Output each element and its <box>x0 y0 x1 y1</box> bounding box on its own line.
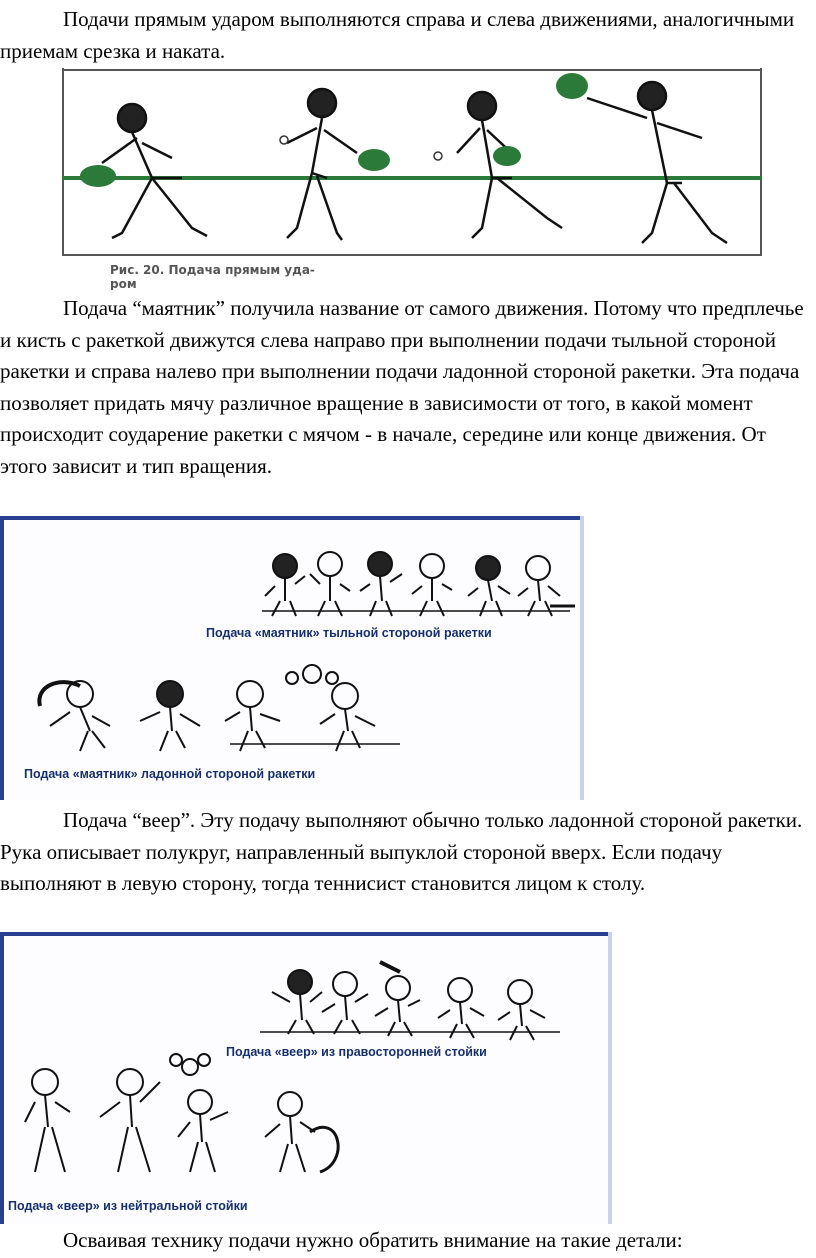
player-figure-1 <box>102 104 207 238</box>
figure-direct-serve <box>62 68 762 290</box>
player-figure-2 <box>287 89 357 240</box>
paragraph-direct-serve: Подачи прямым ударом выполняются справа и слева движениями, аналогичными приемам срезка и наката. <box>0 7 795 63</box>
paragraph-fan-serve: Подача “веер”. Эту подачу выполняют обычно только ладонной стороной ракетки. Рука описывает полукруг, направленный выпуклой стороной вверх. Если подачу выполняют в левую сторону, тогда теннисист становится лицом к столу. <box>0 808 803 895</box>
figure3-caption-bottom: Подача «веер» из нейтральной стойки <box>8 1199 248 1213</box>
figure3-caption-top: Подача «веер» из правосторонней стойки <box>226 1045 487 1059</box>
figure2-caption-top: Подача «маятник» тыльной стороной ракетки <box>206 626 492 640</box>
paragraph-technique-details: Осваивая технику подачи нужно обратить внимание на такие детали: <box>63 1228 683 1252</box>
figure1-caption-line2: ром <box>110 277 137 290</box>
player-figure-4 <box>587 82 727 243</box>
figure-pendulum-serve <box>0 516 584 800</box>
figure2-caption-bottom: Подача «маятник» ладонной стороной ракетки <box>24 767 316 781</box>
figure1-caption-line1: Рис. 20. Подача прямым уда- <box>110 263 315 277</box>
figure-fan-serve <box>0 932 612 1224</box>
paragraph-pendulum-serve: Подача “маятник” получила название от самого движения. Потому что предплечье и кисть с ракеткой движутся слева направо при выполнении подачи тыльной стороной ракетки и справа налево при выполнении подачи ладонной стороной ракетки. Эта подача позволяет придать мячу различное вращение в зависимости от того, в какой момент происходит соударение ракетки с мячом - в начале, середине или конце движения. От этого зависит и тип вращения. <box>0 296 804 478</box>
